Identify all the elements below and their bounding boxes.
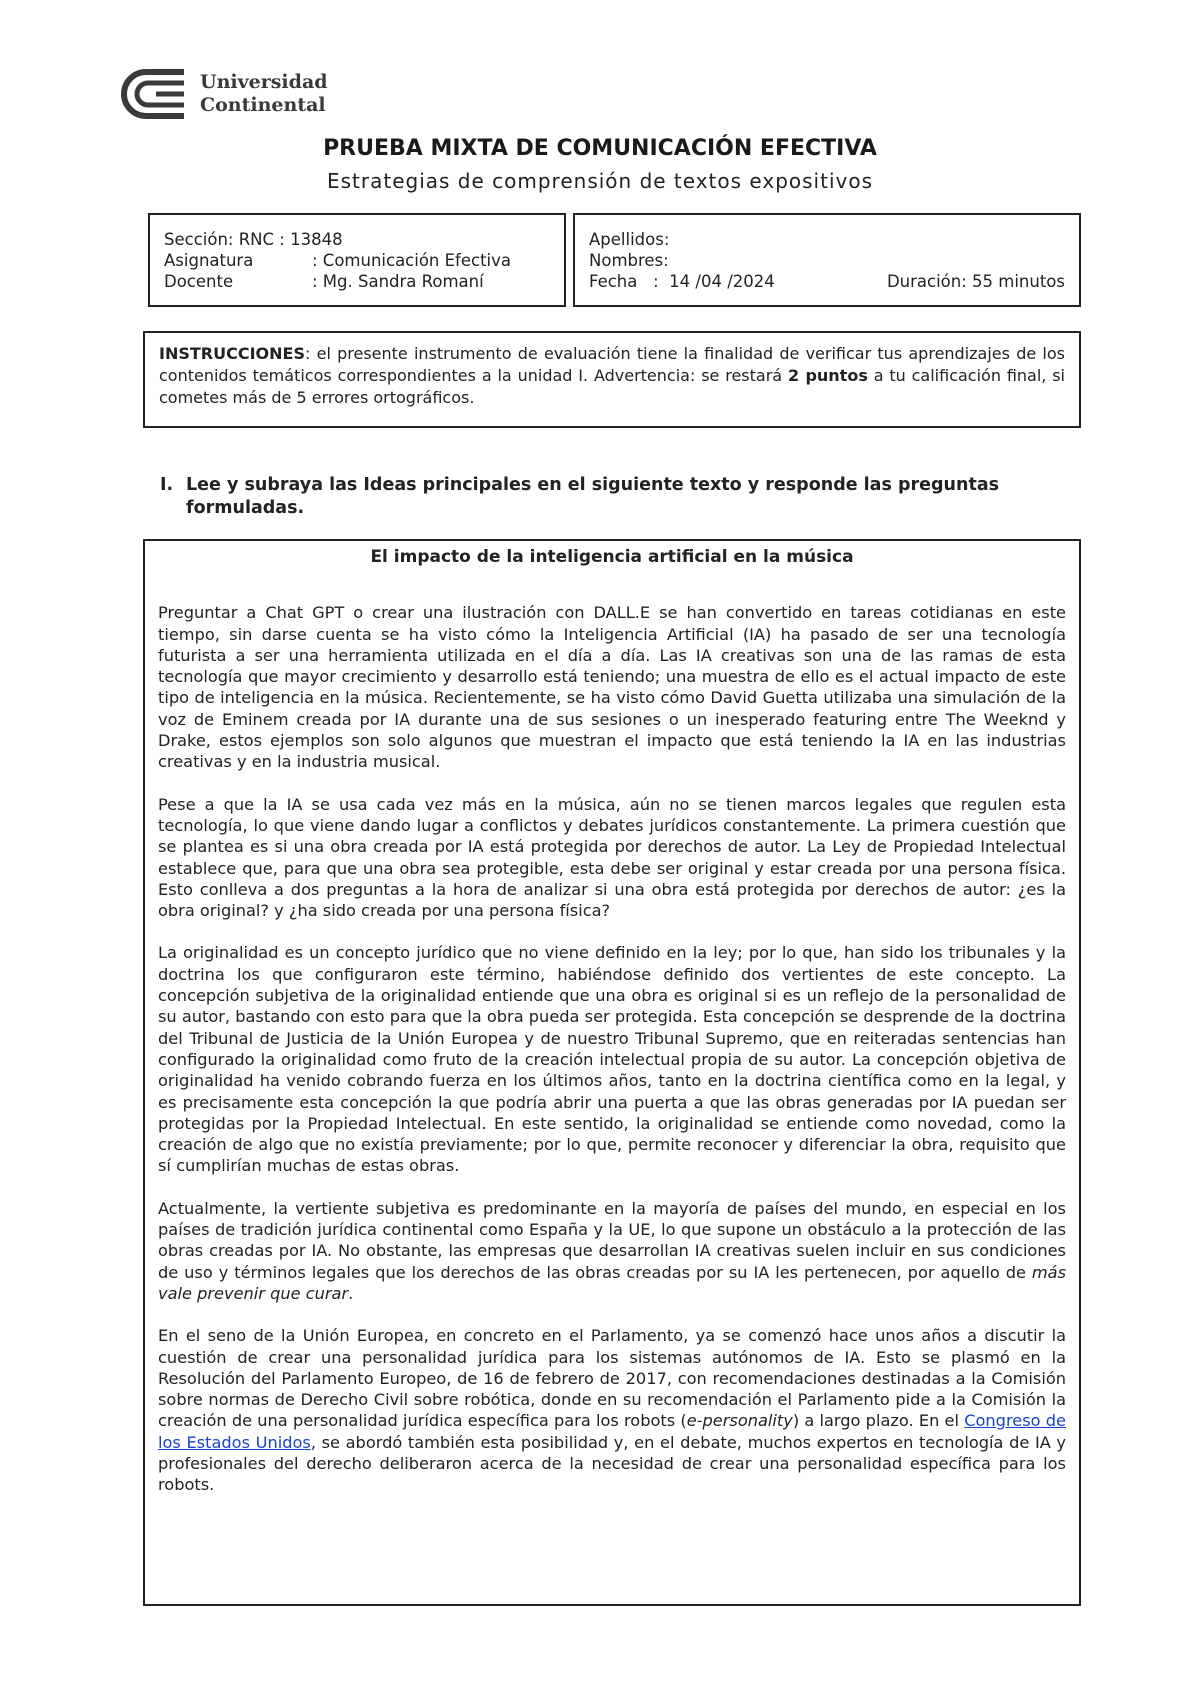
docente-label: Docente bbox=[164, 272, 234, 291]
logo-line2: Continental bbox=[200, 94, 326, 116]
asignatura-label: Asignatura bbox=[164, 251, 254, 270]
paragraph-5-mid: ) a largo plazo. En el bbox=[792, 1411, 965, 1431]
seccion-line: Sección: RNC : 13848 bbox=[164, 230, 343, 249]
paragraph-2: Pese a que la IA se usa cada vez más en la música, aún no se tienen marcos legales que regulen esta tecnología, lo que viene dando lugar a conflictos y debates jurídicos constantemente. La primera cuestión que se plantea es si una obra creada por IA está protegida por derechos de autor. La Ley de Propiedad Intelectual establece que, para que una obra sea protegible, esta debe ser original y estar creada por una persona física. Esto conlleva a dos preguntas a la hora de analizar si una obra está protegida por derechos de autor: ¿es la obra original? y ¿ha sido creada por una persona física? bbox=[158, 794, 1066, 921]
nombres-field: Nombres: bbox=[589, 251, 669, 270]
university-name bbox=[200, 71, 328, 117]
exam-subtitle: Estrategias de comprensión de textos expositivos bbox=[326, 169, 874, 193]
section-number: I. bbox=[160, 475, 174, 495]
reading-text-box bbox=[143, 539, 1081, 1606]
instructions-label: INSTRUCCIONES bbox=[159, 344, 305, 363]
paragraph-4 bbox=[158, 1198, 1066, 1304]
fecha-line bbox=[589, 271, 1065, 292]
paragraph-3: La originalidad es un concepto jurídico que no viene definido en la ley; por lo que, han sido los tribunales y la doctrina los que configuraron este término, habiéndose definido dos vertientes de este concepto. La concepción subjetiva de la originalidad entiende que una obra es original si es un reflejo de la personalidad de su autor, bastando con esto para que la obra pueda ser protegida. Esta concepción se desprende de la doctrina del Tribunal de Justicia de la Unión Europea y de nuestro Tribunal Supremo, que en reiteradas sentencias han configurado la originalidad como fruto de la creación intelectual propia de su autor. La concepción objetiva de originalidad ha venido cobrando fuerza en los últimos años, tanto en la doctrina científica como en la legal, y es precisamente esta concepción la que podría abrir una puerta a que las obras generadas por IA puedan ser protegidas por la Propiedad Intelectual. En este sentido, la originalidad se entiende como novedad, como la creación de algo que no existía previamente; por lo que, permite reconocer y diferenciar la obra, requisito que sí cumplirían muchas de estas obras. bbox=[158, 943, 1066, 1176]
paragraph-4-end: . bbox=[348, 1283, 354, 1303]
instructions-penalty: 2 puntos bbox=[787, 366, 868, 385]
instructions-box bbox=[143, 331, 1081, 428]
course-info-box bbox=[148, 213, 566, 307]
exam-title: PRUEBA MIXTA DE COMUNICACIÓN EFECTIVA bbox=[323, 136, 877, 161]
asignatura-value: : Comunicación Efectiva bbox=[312, 251, 512, 270]
instructions-text-1: : el presente instrumento de evaluación tiene la finalidad de verificar tus aprendizajes de los contenidos temáticos correspondientes a la unidad I. Advertencia: se restará bbox=[159, 344, 1065, 385]
section-instruction: Lee y subraya las Ideas principales en el siguiente texto y responde las preguntas formuladas. bbox=[186, 475, 1000, 518]
paragraph-5-end: , se abordó también esta posibilidad y, en el debate, muchos expertos en tecnología de IA y profesionales del derecho deliberaron acerca de la necesidad de crear una personalidad específica para los robots. bbox=[158, 1432, 1066, 1495]
docente-value: : Mg. Sandra Romaní bbox=[312, 272, 484, 291]
paragraph-4-text: Actualmente, la vertiente subjetiva es predominante en la mayoría de países del mundo, en especial en los países de tradición jurídica continental como España y la UE, lo que supone un obstáculo a la protección de las obras creadas por IA. No obstante, las empresas que desarrollan IA creativas suelen incluir en sus condiciones de uso y términos legales que los derechos de las obras creadas por su IA les pertenecen, por aquello de bbox=[158, 1198, 1066, 1282]
paragraph-5 bbox=[158, 1325, 1066, 1495]
reading-title: El impacto de la inteligencia artificial en la música bbox=[370, 547, 854, 567]
university-logo bbox=[116, 66, 328, 122]
paragraph-4-italic: más vale prevenir que curar bbox=[158, 1262, 1066, 1303]
section-heading bbox=[160, 474, 1060, 520]
congreso-link[interactable]: Congreso de los Estados Unidos bbox=[158, 1411, 1066, 1452]
duracion-field: Duración: 55 minutos bbox=[886, 272, 1065, 291]
fecha-field: Fecha : 14 /04 /2024 bbox=[589, 272, 775, 291]
instructions-text-2: a tu calificación final, si cometes más de 5 errores ortográficos. bbox=[159, 366, 1066, 407]
docente-line bbox=[164, 271, 550, 292]
paragraph-1: Preguntar a Chat GPT o crear una ilustración con DALL.E se han convertido en tareas cotidianas en este tiempo, sin darse cuenta se ha visto cómo la Inteligencia Artificial (IA) ha pasado de ser una tecnología futurista a ser una herramienta utilizada en el día a día. Las IA creativas son una de las ramas de esta tecnología que mayor crecimiento y desarrollo está teniendo; una muestra de ello es el actual impacto de este tipo de inteligencia en la música. Recientemente, se ha visto cómo David Guetta utilizaba una simulación de la voz de Eminem creada por IA durante una de sus sesiones o un inesperado featuring entre The Weeknd y Drake, estos ejemplos son solo algunos que muestran el impacto que está teniendo la IA en las industrias creativas y en la industria musical. bbox=[158, 603, 1066, 772]
student-info-box bbox=[573, 213, 1081, 307]
paragraph-5-text: En el seno de la Unión Europea, en concreto en el Parlamento, ya se comenzó hace unos años a discutir la cuestión de crear una personalidad jurídica para los sistemas autónomos de IA. Esto se plasmó en la Resolución del Parlamento Europeo, de 16 de febrero de 2017, con recomendaciones destinadas a la Comisión sobre normas de Derecho Civil sobre robótica, donde en su recomendación el Parlamento pide a la Comisión la creación de una personalidad jurídica específica para los robots ( bbox=[158, 1326, 1066, 1431]
paragraph-5-italic: e-personality bbox=[686, 1411, 793, 1431]
asignatura-line bbox=[164, 250, 550, 271]
logo-line1: Universidad bbox=[200, 71, 328, 93]
university-logo-icon bbox=[116, 66, 192, 122]
apellidos-field: Apellidos: bbox=[589, 230, 670, 249]
